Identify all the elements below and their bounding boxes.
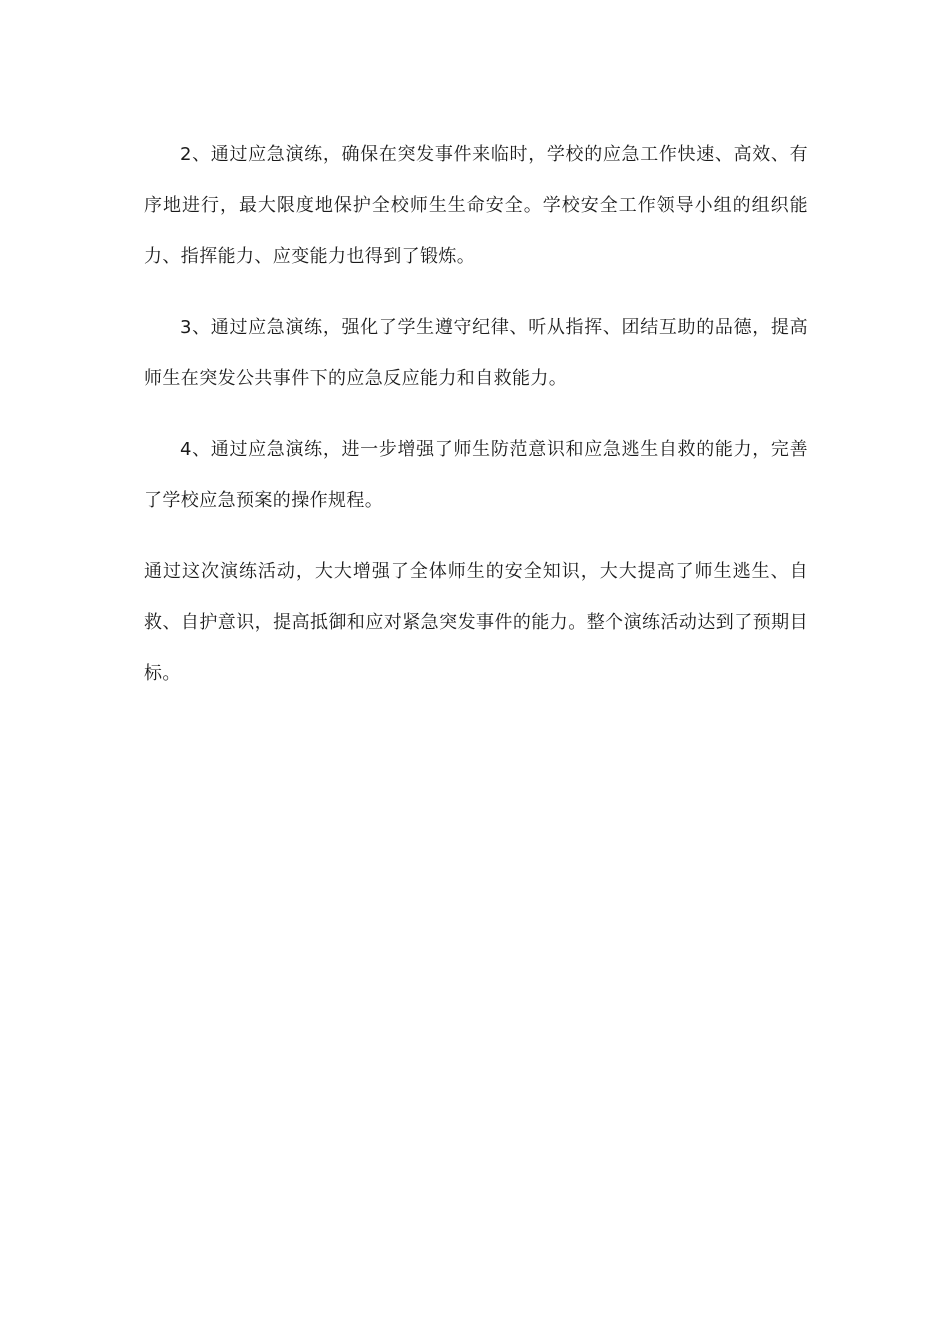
paragraph-point-2: 2、通过应急演练，确保在突发事件来临时，学校的应急工作快速、高效、有序地进行，最大限度地保护全校师生生命安全。学校安全工作领导小组的组织能力、指挥能力、应变能力也得到了锻炼。 <box>144 144 808 267</box>
paragraph-summary: 通过这次演练活动，大大增强了全体师生的安全知识，大大提高了师生逃生、自救、自护意识，提高抵御和应对紧急突发事件的能力。整个演练活动达到了预期目标。 <box>144 561 808 684</box>
paragraph-point-4: 4、通过应急演练，进一步增强了师生防范意识和应急逃生自救的能力，完善了学校应急预案的操作规程。 <box>144 439 808 511</box>
document-body <box>144 129 808 699</box>
paragraph-point-3: 3、通过应急演练，强化了学生遵守纪律、听从指挥、团结互助的品德，提高师生在突发公共事件下的应急反应能力和自救能力。 <box>144 317 808 389</box>
